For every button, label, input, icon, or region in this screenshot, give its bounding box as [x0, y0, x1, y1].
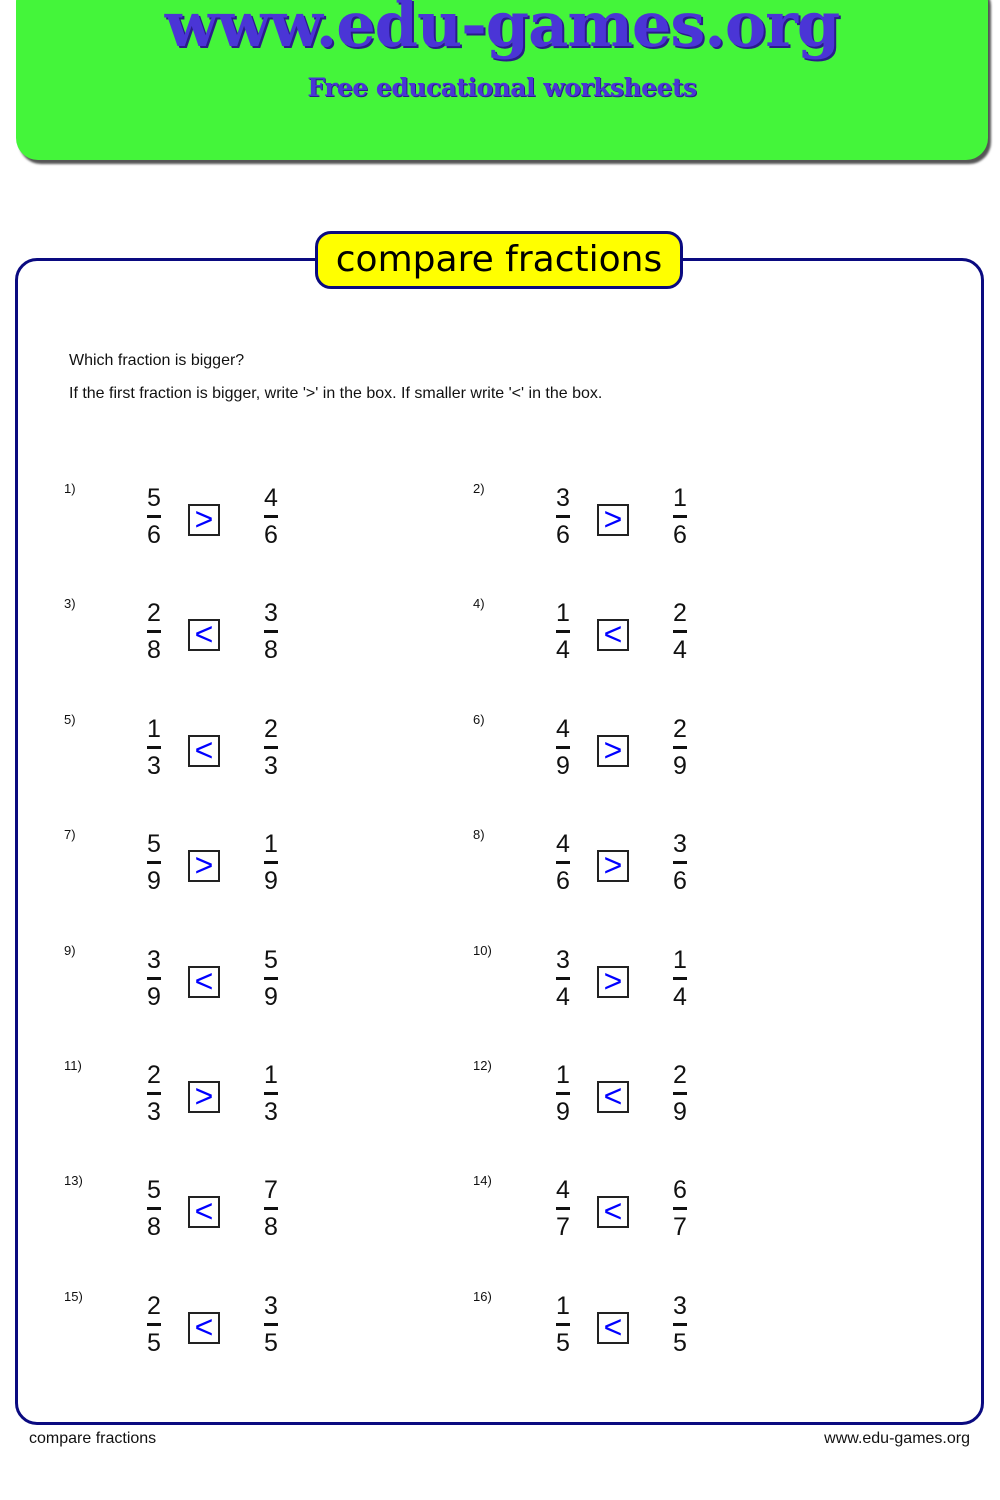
worksheet-title: compare fractions: [315, 231, 683, 289]
fraction-first: [139, 486, 169, 548]
numerator: 2: [673, 599, 687, 628]
answer-box[interactable]: <: [188, 619, 220, 651]
fraction-bar: [673, 515, 687, 518]
denominator: 5: [673, 1328, 687, 1357]
problem-number: 3): [64, 596, 76, 612]
denominator: 6: [147, 521, 161, 549]
problem-number: 7): [64, 827, 76, 843]
answer-box[interactable]: <: [188, 966, 220, 998]
numerator: 4: [556, 1176, 570, 1205]
denominator: 9: [147, 982, 161, 1011]
denominator: 8: [264, 1213, 278, 1242]
fraction-second: [256, 1063, 286, 1125]
answer-box[interactable]: >: [597, 850, 629, 882]
fraction-bar: [147, 861, 161, 864]
problem-number: 4): [473, 596, 485, 612]
denominator: 9: [556, 1098, 570, 1126]
denominator: 4: [673, 982, 687, 1011]
numerator: 5: [147, 484, 161, 512]
fraction-first: [139, 1178, 169, 1240]
problem-number: 1): [64, 481, 76, 496]
fraction-first: [548, 1291, 578, 1357]
fraction-first: [548, 714, 578, 780]
numerator: 1: [264, 1061, 278, 1089]
numerator: 2: [673, 1061, 687, 1089]
answer-box[interactable]: <: [597, 1196, 629, 1228]
numerator: 2: [147, 599, 161, 628]
fraction-bar: [556, 1323, 570, 1326]
numerator: 4: [556, 830, 570, 859]
fraction-second: [256, 486, 286, 548]
site-tagline: Free educational worksheets: [307, 73, 697, 102]
problem-number: 6): [473, 711, 485, 727]
fraction-second: [256, 1291, 286, 1357]
denominator: 5: [556, 1328, 570, 1357]
fraction-second: [665, 714, 695, 780]
numerator: 5: [264, 945, 278, 974]
denominator: 6: [673, 867, 687, 896]
numerator: 7: [264, 1176, 278, 1205]
answer-box[interactable]: >: [188, 850, 220, 882]
problem-number: 5): [64, 711, 76, 727]
fraction-first: [139, 714, 169, 780]
fraction-bar: [264, 515, 278, 518]
denominator: 6: [264, 521, 278, 549]
numerator: 2: [147, 1061, 161, 1089]
fraction-bar: [264, 977, 278, 980]
fraction-bar: [264, 1207, 278, 1210]
answer-box[interactable]: <: [597, 1312, 629, 1344]
footer-title: compare fractions: [29, 1430, 157, 1447]
denominator: 7: [556, 1213, 570, 1242]
fraction-first: [139, 1291, 169, 1357]
answer-box[interactable]: <: [597, 1081, 629, 1113]
numerator: 4: [264, 484, 278, 512]
footer-site: www.edu-games.org: [824, 1430, 970, 1447]
fraction-first: [139, 1063, 169, 1125]
fraction-first: [139, 945, 169, 1011]
problem-number: 13): [64, 1173, 83, 1189]
problem-number: 15): [64, 1288, 83, 1304]
fraction-bar: [673, 1207, 687, 1210]
denominator: 8: [264, 636, 278, 665]
answer-box[interactable]: >: [597, 966, 629, 998]
problem-number: 14): [473, 1173, 492, 1189]
denominator: 8: [147, 636, 161, 665]
denominator: 9: [264, 982, 278, 1011]
numerator: 3: [264, 599, 278, 628]
fraction-bar: [147, 630, 161, 633]
fraction-bar: [556, 630, 570, 633]
fraction-bar: [556, 1207, 570, 1210]
fraction-bar: [556, 746, 570, 749]
fraction-second: [665, 1291, 695, 1357]
fraction-bar: [673, 1323, 687, 1326]
answer-box[interactable]: <: [597, 619, 629, 651]
denominator: 6: [556, 521, 570, 549]
fraction-first: [548, 601, 578, 663]
denominator: 6: [673, 521, 687, 549]
answer-box[interactable]: <: [188, 1196, 220, 1228]
numerator: 5: [147, 1176, 161, 1205]
denominator: 4: [673, 636, 687, 665]
fraction-bar: [264, 1092, 278, 1095]
numerator: 1: [673, 484, 687, 512]
fraction-bar: [147, 515, 161, 518]
numerator: 2: [147, 1291, 161, 1320]
numerator: 3: [147, 945, 161, 974]
numerator: 2: [673, 714, 687, 743]
fraction-bar: [147, 977, 161, 980]
fraction-bar: [147, 1323, 161, 1326]
numerator: 4: [556, 714, 570, 743]
numerator: 3: [673, 1291, 687, 1320]
problem-number: 2): [473, 481, 485, 496]
fraction-first: [139, 601, 169, 663]
fraction-second: [256, 601, 286, 663]
answer-box[interactable]: >: [597, 735, 629, 767]
denominator: 8: [147, 1213, 161, 1242]
fraction-bar: [673, 861, 687, 864]
numerator: 1: [556, 1061, 570, 1089]
problem-number: 11): [64, 1058, 82, 1073]
answer-box[interactable]: <: [188, 735, 220, 767]
fraction-first: [548, 945, 578, 1011]
fraction-second: [665, 832, 695, 894]
numerator: 2: [264, 714, 278, 743]
denominator: 7: [673, 1213, 687, 1242]
answer-box[interactable]: >: [188, 1081, 220, 1113]
fraction-bar: [147, 746, 161, 749]
fraction-first: [548, 832, 578, 894]
answer-box[interactable]: <: [188, 1312, 220, 1344]
instruction-detail: If the first fraction is bigger, write '>' in the box. If smaller write '<' in the box.: [69, 385, 603, 402]
numerator: 3: [673, 830, 687, 859]
fraction-bar: [673, 1092, 687, 1095]
numerator: 1: [556, 1291, 570, 1320]
answer-box[interactable]: >: [597, 504, 629, 536]
fraction-bar: [556, 861, 570, 864]
answer-box[interactable]: >: [188, 504, 220, 536]
fraction-second: [665, 1178, 695, 1240]
denominator: 3: [147, 751, 161, 780]
numerator: 6: [673, 1176, 687, 1205]
problem-number: 16): [473, 1288, 492, 1304]
numerator: 3: [556, 484, 570, 512]
numerator: 3: [556, 945, 570, 974]
fraction-second: [256, 714, 286, 780]
denominator: 9: [264, 867, 278, 896]
fraction-bar: [556, 1092, 570, 1095]
denominator: 6: [556, 867, 570, 896]
numerator: 5: [147, 830, 161, 859]
denominator: 9: [147, 867, 161, 896]
site-logo-text: www.edu-games.org: [164, 0, 840, 61]
fraction-first: [548, 1178, 578, 1240]
fraction-bar: [264, 1323, 278, 1326]
numerator: 1: [264, 830, 278, 859]
fraction-bar: [147, 1207, 161, 1210]
numerator: 3: [264, 1291, 278, 1320]
fraction-first: [548, 1063, 578, 1125]
fraction-bar: [147, 1092, 161, 1095]
problem-number: 9): [64, 942, 76, 958]
numerator: 1: [673, 945, 687, 974]
fraction-bar: [673, 977, 687, 980]
problem-number: 10): [473, 942, 492, 958]
fraction-second: [256, 1178, 286, 1240]
site-header-banner: [16, 0, 988, 160]
numerator: 1: [556, 599, 570, 628]
fraction-second: [665, 486, 695, 548]
denominator: 3: [147, 1098, 161, 1126]
denominator: 3: [264, 1098, 278, 1126]
fraction-first: [139, 832, 169, 894]
problem-number: 8): [473, 827, 485, 843]
problem-number: 12): [473, 1058, 492, 1073]
fraction-bar: [556, 977, 570, 980]
fraction-second: [256, 832, 286, 894]
fraction-second: [665, 945, 695, 1011]
fraction-second: [665, 601, 695, 663]
denominator: 5: [264, 1328, 278, 1357]
fraction-second: [665, 1063, 695, 1125]
fraction-bar: [556, 515, 570, 518]
denominator: 4: [556, 982, 570, 1011]
instruction-question: Which fraction is bigger?: [69, 352, 245, 369]
denominator: 9: [556, 751, 570, 780]
denominator: 5: [147, 1328, 161, 1357]
denominator: 3: [264, 751, 278, 780]
fraction-bar: [673, 630, 687, 633]
fraction-bar: [264, 630, 278, 633]
fraction-bar: [264, 746, 278, 749]
fraction-bar: [264, 861, 278, 864]
denominator: 9: [673, 751, 687, 780]
fraction-second: [256, 945, 286, 1011]
fraction-first: [548, 486, 578, 548]
denominator: 9: [673, 1098, 687, 1126]
numerator: 1: [147, 714, 161, 743]
fraction-bar: [673, 746, 687, 749]
denominator: 4: [556, 636, 570, 665]
